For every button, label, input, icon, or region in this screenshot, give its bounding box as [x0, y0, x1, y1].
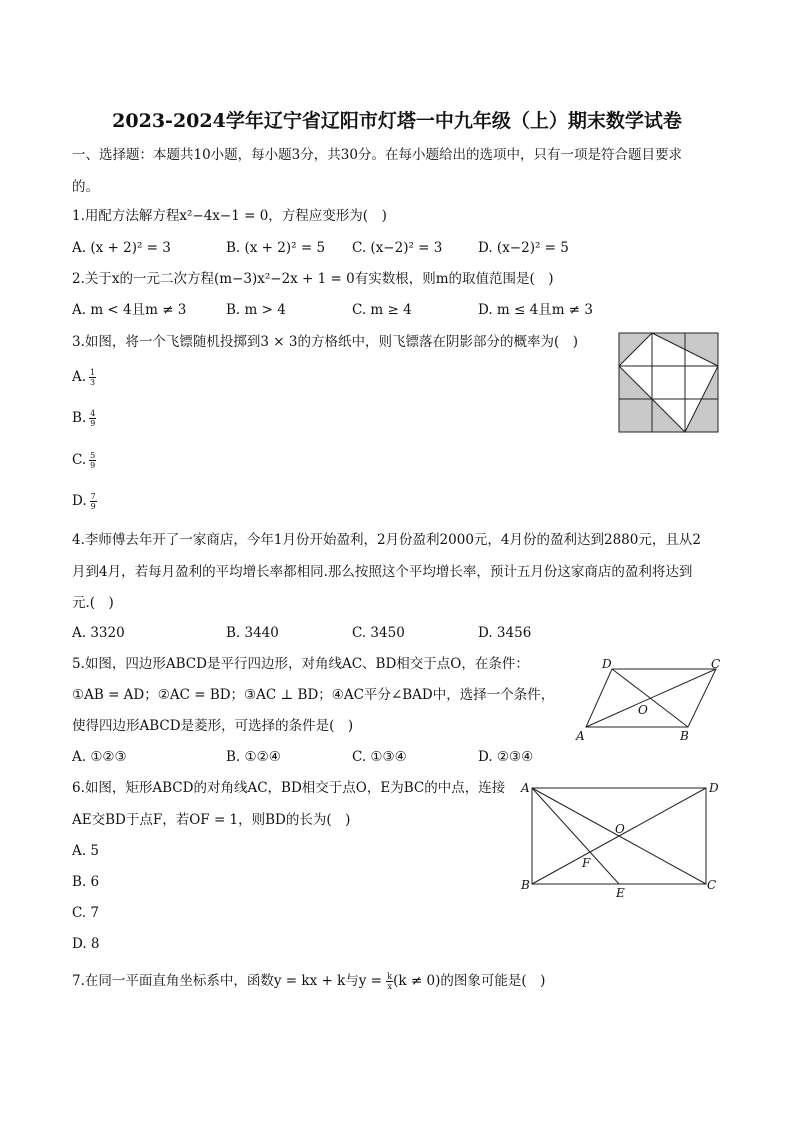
q5-option-d: D. ②③④	[478, 749, 534, 765]
q5-option-c: C. ①③④	[352, 749, 407, 765]
q4-line2: 月到4月，若每月盈利的平均增长率都相同.那么按照这个平均增长率，预计五月份这家商店的盈利将达到	[72, 564, 693, 580]
q6-label-a: A	[521, 781, 530, 795]
q4-option-d: D. 3456	[478, 625, 532, 641]
q1-option-c: C. (x−2)² = 3	[352, 240, 443, 256]
q3-option-d-label: D.	[72, 493, 87, 509]
q7-fraction-denominator: x	[387, 982, 392, 991]
q6-segment-ae	[532, 788, 619, 884]
q5-label-a: A	[576, 729, 585, 743]
q6-option-c: C. 7	[72, 905, 100, 921]
q5-parallelogram-figure	[572, 652, 726, 746]
q5-label-o: O	[638, 703, 648, 717]
q5-label-b: B	[680, 729, 689, 743]
q3-option-a-label: A.	[72, 369, 87, 385]
q3-option-d-denominator: 9	[90, 502, 96, 511]
q3-grid-figure	[616, 330, 722, 436]
exam-title: 2023-2024学年辽宁省辽阳市灯塔一中九年级（上）期末数学试卷	[112, 110, 682, 132]
q3-option-b	[72, 409, 96, 428]
q7-fraction-numerator: k	[387, 972, 393, 981]
q1-option-d: D. (x−2)² = 5	[478, 240, 569, 256]
q7-stem-after: (k ≠ 0)的图象可能是( )	[393, 973, 546, 989]
q3-option-d	[72, 492, 97, 511]
q2-option-b: B. m > 4	[226, 302, 286, 318]
q5-line2: ①AB = AD；②AC = BD；③AC ⊥ BD；④AC平分∠BAD中，选择一个条件，	[72, 687, 555, 703]
section1-heading-line2: 的。	[72, 179, 99, 195]
q4-line1: 4.李师傅去年开了一家商店，今年1月份开始盈利，2月份盈利2000元，4月份的盈利达到2880元，且从2	[72, 532, 701, 548]
q5-diagonal-ac	[586, 669, 716, 727]
q3-option-b-numerator: 4	[90, 409, 96, 418]
q7-stem	[72, 972, 545, 991]
q5-label-d: D	[602, 657, 612, 671]
q3-option-a-fraction	[89, 368, 96, 387]
q4-option-a: A. 3320	[72, 625, 125, 641]
q2-option-a: A. m < 4且m ≠ 3	[72, 302, 187, 318]
q5-option-b: B. ①②④	[226, 749, 281, 765]
q6-option-b: B. 6	[72, 874, 100, 890]
q6-label-c: C	[707, 878, 717, 892]
q5-line1: 5.如图，四边形ABCD是平行四边形，对角线AC、BD相交于点O，在条件：	[72, 656, 529, 672]
q3-stem: 3.如图，将一个飞镖随机投掷到3 × 3的方格纸中，则飞镖落在阴影部分的概率为( )	[72, 334, 578, 350]
q2-stem: 2.关于x的一元二次方程(m−3)x²−2x + 1 = 0有实数根，则m的取值范围是( )	[72, 271, 554, 287]
q3-option-a	[72, 368, 96, 387]
q5-diagonal-bd	[612, 669, 688, 727]
q3-option-a-numerator: 1	[90, 368, 96, 377]
q2-option-c: C. m ≥ 4	[352, 302, 412, 318]
q6-label-o: O	[615, 822, 625, 836]
q5-line3: 使得四边形ABCD是菱形，可选择的条件是( )	[72, 718, 354, 734]
q3-option-b-label: B.	[72, 410, 87, 426]
q3-option-b-denominator: 9	[90, 419, 96, 428]
q3-option-c-label: C.	[72, 452, 87, 468]
q6-label-e: E	[616, 886, 625, 900]
q3-option-c-denominator: 9	[90, 461, 96, 470]
q3-option-d-fraction	[90, 492, 97, 511]
q4-line3: 元.( )	[72, 595, 114, 611]
q6-option-d: D. 8	[72, 936, 100, 952]
q2-option-d: D. m ≤ 4且m ≠ 3	[478, 302, 593, 318]
q6-label-b: B	[521, 878, 530, 892]
q6-line2: AE交BD于点F，若OF = 1，则BD的长为( )	[72, 812, 351, 828]
q3-option-c-fraction	[89, 451, 96, 470]
q1-option-a: A. (x + 2)² = 3	[72, 240, 171, 256]
q3-option-c-numerator: 5	[90, 451, 96, 460]
section1-heading-line1: 一、选择题：本题共10小题，每小题3分，共30分。在每小题给出的选项中，只有一项是符合题目要求	[72, 147, 682, 163]
q6-label-d: D	[709, 781, 719, 795]
q1-stem: 1.用配方法解方程x²−4x−1 = 0，方程应变形为( )	[72, 208, 387, 224]
q5-label-c: C	[711, 657, 721, 671]
q4-option-b: B. 3440	[226, 625, 279, 641]
q1-option-b: B. (x + 2)² = 5	[226, 240, 326, 256]
q6-line1: 6.如图，矩形ABCD的对角线AC，BD相交于点O，E为BC的中点，连接	[72, 780, 506, 796]
q7-stem-before: 7.在同一平面直角坐标系中，函数y = kx + k与y =	[72, 973, 387, 989]
q5-option-a: A. ①②③	[72, 749, 127, 765]
q3-option-a-denominator: 3	[90, 378, 96, 387]
q3-option-b-fraction	[89, 409, 96, 428]
q4-option-c: C. 3450	[352, 625, 405, 641]
q6-rectangle-figure	[518, 776, 728, 900]
q6-label-f: F	[582, 856, 591, 870]
q3-option-d-numerator: 7	[90, 492, 96, 501]
q3-option-c	[72, 451, 96, 470]
q6-option-a: A. 5	[72, 843, 99, 859]
